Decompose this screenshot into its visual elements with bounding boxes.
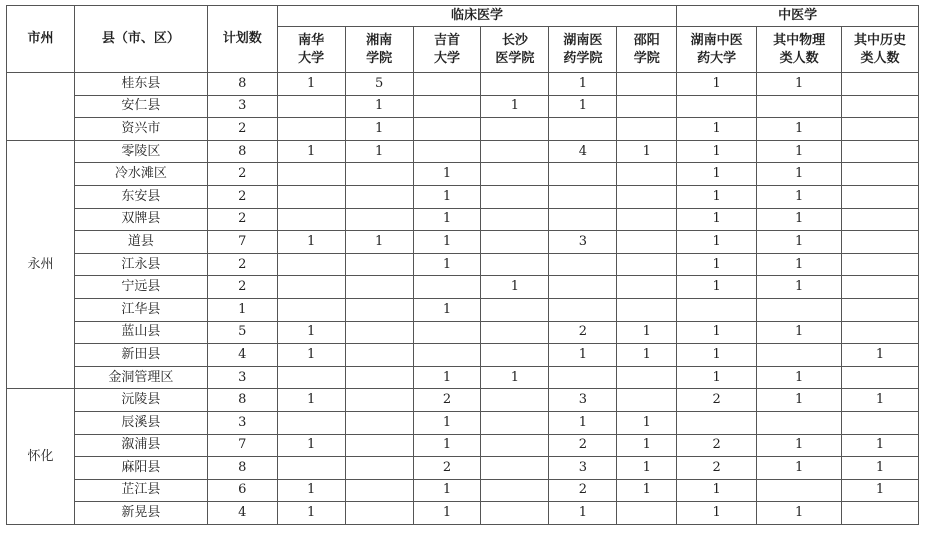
plan-cell: 3 <box>207 95 277 118</box>
value-cell: 1 <box>277 140 345 163</box>
value-cell: 1 <box>413 185 481 208</box>
value-cell: 1 <box>413 208 481 231</box>
value-cell <box>413 118 481 141</box>
value-cell: 1 <box>481 276 549 299</box>
value-cell: 1 <box>757 73 842 96</box>
value-cell <box>413 140 481 163</box>
value-cell: 1 <box>757 118 842 141</box>
value-cell: 2 <box>549 321 617 344</box>
county-cell: 溆浦县 <box>74 434 207 457</box>
value-cell: 1 <box>677 208 757 231</box>
value-cell: 1 <box>757 208 842 231</box>
value-cell: 1 <box>757 276 842 299</box>
value-cell <box>277 411 345 434</box>
value-cell <box>277 366 345 389</box>
value-cell <box>413 95 481 118</box>
table-row <box>7 434 919 457</box>
table-row <box>7 479 919 502</box>
value-cell <box>757 479 842 502</box>
value-cell: 1 <box>345 118 413 141</box>
value-cell <box>842 208 919 231</box>
value-cell: 1 <box>277 479 345 502</box>
county-cell: 道县 <box>74 231 207 254</box>
value-cell: 1 <box>413 366 481 389</box>
value-cell <box>617 118 677 141</box>
plan-cell: 5 <box>207 321 277 344</box>
value-cell: 1 <box>481 95 549 118</box>
value-cell: 1 <box>757 163 842 186</box>
value-cell <box>842 231 919 254</box>
value-cell <box>481 231 549 254</box>
value-cell: 1 <box>677 344 757 367</box>
value-cell: 2 <box>677 434 757 457</box>
county-cell: 桂东县 <box>74 73 207 96</box>
value-cell: 1 <box>677 73 757 96</box>
table-row <box>7 366 919 389</box>
value-cell: 3 <box>549 389 617 412</box>
table-row <box>7 411 919 434</box>
value-cell: 1 <box>549 344 617 367</box>
value-cell <box>757 95 842 118</box>
value-cell <box>345 163 413 186</box>
header-clinical-group: 临床医学 <box>277 6 677 27</box>
value-cell: 1 <box>413 411 481 434</box>
value-cell <box>481 479 549 502</box>
value-cell <box>549 185 617 208</box>
county-cell: 新田县 <box>74 344 207 367</box>
header-county: 县（市、区） <box>74 6 207 73</box>
value-cell <box>549 276 617 299</box>
value-cell <box>345 208 413 231</box>
table-row <box>7 344 919 367</box>
value-cell: 1 <box>677 502 757 525</box>
county-cell: 辰溪县 <box>74 411 207 434</box>
value-cell <box>413 344 481 367</box>
county-cell: 江华县 <box>74 298 207 321</box>
plan-cell: 2 <box>207 185 277 208</box>
value-cell: 1 <box>277 231 345 254</box>
county-cell: 芷江县 <box>74 479 207 502</box>
value-cell: 1 <box>617 140 677 163</box>
header-school: 湖南中医 药大学 <box>677 27 757 73</box>
value-cell <box>481 411 549 434</box>
value-cell <box>277 163 345 186</box>
value-cell <box>842 366 919 389</box>
value-cell <box>617 95 677 118</box>
value-cell: 1 <box>757 231 842 254</box>
value-cell <box>842 118 919 141</box>
table-row <box>7 298 919 321</box>
value-cell: 1 <box>413 298 481 321</box>
plan-cell: 2 <box>207 253 277 276</box>
value-cell <box>345 411 413 434</box>
value-cell <box>413 321 481 344</box>
value-cell <box>413 73 481 96</box>
value-cell: 1 <box>413 231 481 254</box>
value-cell: 1 <box>345 140 413 163</box>
value-cell: 1 <box>345 95 413 118</box>
value-cell <box>277 253 345 276</box>
table-row <box>7 73 919 96</box>
value-cell: 1 <box>677 366 757 389</box>
value-cell: 1 <box>617 434 677 457</box>
header-tcm-group: 中医学 <box>677 6 919 27</box>
value-cell: 1 <box>277 321 345 344</box>
value-cell <box>757 298 842 321</box>
table-row <box>7 95 919 118</box>
header-school: 其中物理 类人数 <box>757 27 842 73</box>
value-cell: 1 <box>617 479 677 502</box>
value-cell: 1 <box>413 163 481 186</box>
county-cell: 江永县 <box>74 253 207 276</box>
table-row <box>7 163 919 186</box>
value-cell <box>277 118 345 141</box>
value-cell <box>617 298 677 321</box>
value-cell: 1 <box>842 457 919 480</box>
table-row <box>7 502 919 525</box>
value-cell: 1 <box>277 389 345 412</box>
table-row <box>7 118 919 141</box>
value-cell: 3 <box>549 231 617 254</box>
enrollment-plan-table <box>6 5 919 525</box>
value-cell <box>617 231 677 254</box>
header-school: 吉首 大学 <box>413 27 481 73</box>
value-cell <box>842 276 919 299</box>
table-row <box>7 140 919 163</box>
value-cell: 1 <box>345 231 413 254</box>
value-cell: 1 <box>413 502 481 525</box>
plan-cell: 6 <box>207 479 277 502</box>
value-cell <box>345 298 413 321</box>
plan-cell: 2 <box>207 163 277 186</box>
county-cell: 东安县 <box>74 185 207 208</box>
county-cell: 沅陵县 <box>74 389 207 412</box>
value-cell <box>345 434 413 457</box>
value-cell: 1 <box>677 163 757 186</box>
plan-cell: 2 <box>207 208 277 231</box>
county-cell: 宁远县 <box>74 276 207 299</box>
value-cell: 1 <box>677 185 757 208</box>
value-cell: 1 <box>842 389 919 412</box>
value-cell: 1 <box>277 344 345 367</box>
value-cell <box>617 276 677 299</box>
value-cell: 1 <box>549 73 617 96</box>
value-cell <box>277 208 345 231</box>
value-cell <box>345 344 413 367</box>
value-cell <box>345 479 413 502</box>
value-cell: 1 <box>413 253 481 276</box>
value-cell <box>481 434 549 457</box>
value-cell <box>481 253 549 276</box>
value-cell <box>549 208 617 231</box>
header-plan: 计划数 <box>207 6 277 73</box>
value-cell <box>345 389 413 412</box>
value-cell <box>345 457 413 480</box>
plan-cell: 3 <box>207 366 277 389</box>
value-cell <box>345 366 413 389</box>
value-cell: 2 <box>549 479 617 502</box>
value-cell <box>481 502 549 525</box>
value-cell <box>481 344 549 367</box>
value-cell: 1 <box>277 73 345 96</box>
value-cell <box>277 185 345 208</box>
value-cell <box>617 502 677 525</box>
plan-cell: 4 <box>207 502 277 525</box>
value-cell <box>677 411 757 434</box>
value-cell <box>617 73 677 96</box>
value-cell <box>481 73 549 96</box>
table-row <box>7 276 919 299</box>
value-cell <box>345 276 413 299</box>
plan-cell: 2 <box>207 118 277 141</box>
county-cell: 双牌县 <box>74 208 207 231</box>
county-cell: 资兴市 <box>74 118 207 141</box>
value-cell <box>842 140 919 163</box>
value-cell: 4 <box>549 140 617 163</box>
table-row <box>7 208 919 231</box>
header-school: 其中历史 类人数 <box>842 27 919 73</box>
value-cell <box>549 298 617 321</box>
value-cell <box>757 344 842 367</box>
value-cell: 1 <box>277 434 345 457</box>
plan-cell: 3 <box>207 411 277 434</box>
value-cell: 1 <box>757 185 842 208</box>
value-cell: 2 <box>677 457 757 480</box>
value-cell <box>277 276 345 299</box>
value-cell: 1 <box>617 457 677 480</box>
value-cell: 1 <box>677 140 757 163</box>
value-cell <box>413 276 481 299</box>
county-cell: 安仁县 <box>74 95 207 118</box>
county-cell: 新晃县 <box>74 502 207 525</box>
value-cell <box>842 321 919 344</box>
value-cell <box>277 95 345 118</box>
value-cell: 1 <box>413 434 481 457</box>
plan-cell: 8 <box>207 140 277 163</box>
value-cell <box>345 253 413 276</box>
value-cell <box>549 366 617 389</box>
value-cell: 1 <box>277 502 345 525</box>
value-cell <box>481 298 549 321</box>
value-cell: 1 <box>757 321 842 344</box>
county-cell: 零陵区 <box>74 140 207 163</box>
value-cell: 2 <box>549 434 617 457</box>
value-cell <box>842 411 919 434</box>
city-cell <box>7 73 75 141</box>
value-cell <box>677 95 757 118</box>
value-cell: 1 <box>677 321 757 344</box>
value-cell: 1 <box>757 457 842 480</box>
county-cell: 金洞管理区 <box>74 366 207 389</box>
value-cell <box>549 118 617 141</box>
value-cell: 1 <box>677 231 757 254</box>
value-cell <box>842 185 919 208</box>
value-cell <box>617 208 677 231</box>
value-cell <box>677 298 757 321</box>
city-cell: 怀化 <box>7 389 75 525</box>
value-cell <box>481 163 549 186</box>
value-cell: 1 <box>842 479 919 502</box>
city-cell: 永州 <box>7 140 75 389</box>
value-cell: 1 <box>549 95 617 118</box>
value-cell <box>842 298 919 321</box>
value-cell: 1 <box>757 253 842 276</box>
value-cell: 1 <box>617 411 677 434</box>
header-school: 长沙 医学院 <box>481 27 549 73</box>
value-cell: 2 <box>413 389 481 412</box>
value-cell <box>481 208 549 231</box>
county-cell: 蓝山县 <box>74 321 207 344</box>
value-cell <box>481 457 549 480</box>
county-cell: 冷水滩区 <box>74 163 207 186</box>
value-cell <box>842 502 919 525</box>
value-cell <box>345 185 413 208</box>
value-cell <box>549 253 617 276</box>
value-cell <box>481 140 549 163</box>
value-cell <box>617 366 677 389</box>
plan-cell: 8 <box>207 389 277 412</box>
value-cell <box>617 253 677 276</box>
plan-cell: 8 <box>207 73 277 96</box>
value-cell <box>617 389 677 412</box>
county-cell: 麻阳县 <box>74 457 207 480</box>
value-cell: 1 <box>842 344 919 367</box>
header-school: 邵阳 学院 <box>617 27 677 73</box>
table-row <box>7 253 919 276</box>
value-cell <box>345 321 413 344</box>
value-cell: 3 <box>549 457 617 480</box>
value-cell <box>842 163 919 186</box>
value-cell: 5 <box>345 73 413 96</box>
value-cell <box>481 389 549 412</box>
plan-cell: 4 <box>207 344 277 367</box>
value-cell: 1 <box>677 118 757 141</box>
table-row <box>7 185 919 208</box>
value-cell <box>842 73 919 96</box>
header-school: 湘南 学院 <box>345 27 413 73</box>
value-cell: 1 <box>481 366 549 389</box>
value-cell: 1 <box>677 253 757 276</box>
value-cell: 1 <box>549 411 617 434</box>
plan-cell: 7 <box>207 434 277 457</box>
value-cell: 1 <box>757 434 842 457</box>
value-cell <box>481 321 549 344</box>
table-row <box>7 457 919 480</box>
value-cell <box>277 457 345 480</box>
header-city: 市州 <box>7 6 75 73</box>
plan-cell: 2 <box>207 276 277 299</box>
value-cell: 1 <box>413 479 481 502</box>
value-cell: 1 <box>757 140 842 163</box>
value-cell: 1 <box>842 434 919 457</box>
value-cell <box>757 411 842 434</box>
table-row <box>7 321 919 344</box>
value-cell <box>842 95 919 118</box>
plan-cell: 7 <box>207 231 277 254</box>
value-cell: 1 <box>677 479 757 502</box>
header-school: 湖南医 药学院 <box>549 27 617 73</box>
value-cell: 1 <box>549 502 617 525</box>
plan-cell: 8 <box>207 457 277 480</box>
value-cell <box>549 163 617 186</box>
value-cell <box>481 118 549 141</box>
table-row <box>7 389 919 412</box>
table-row <box>7 231 919 254</box>
value-cell: 1 <box>757 366 842 389</box>
value-cell <box>277 298 345 321</box>
value-cell <box>617 163 677 186</box>
value-cell: 1 <box>677 276 757 299</box>
value-cell <box>842 253 919 276</box>
value-cell <box>345 502 413 525</box>
value-cell: 1 <box>617 344 677 367</box>
value-cell: 2 <box>413 457 481 480</box>
value-cell <box>481 185 549 208</box>
value-cell <box>617 185 677 208</box>
header-school: 南华 大学 <box>277 27 345 73</box>
value-cell: 1 <box>757 502 842 525</box>
value-cell: 1 <box>617 321 677 344</box>
value-cell: 1 <box>757 389 842 412</box>
plan-cell: 1 <box>207 298 277 321</box>
value-cell: 2 <box>677 389 757 412</box>
